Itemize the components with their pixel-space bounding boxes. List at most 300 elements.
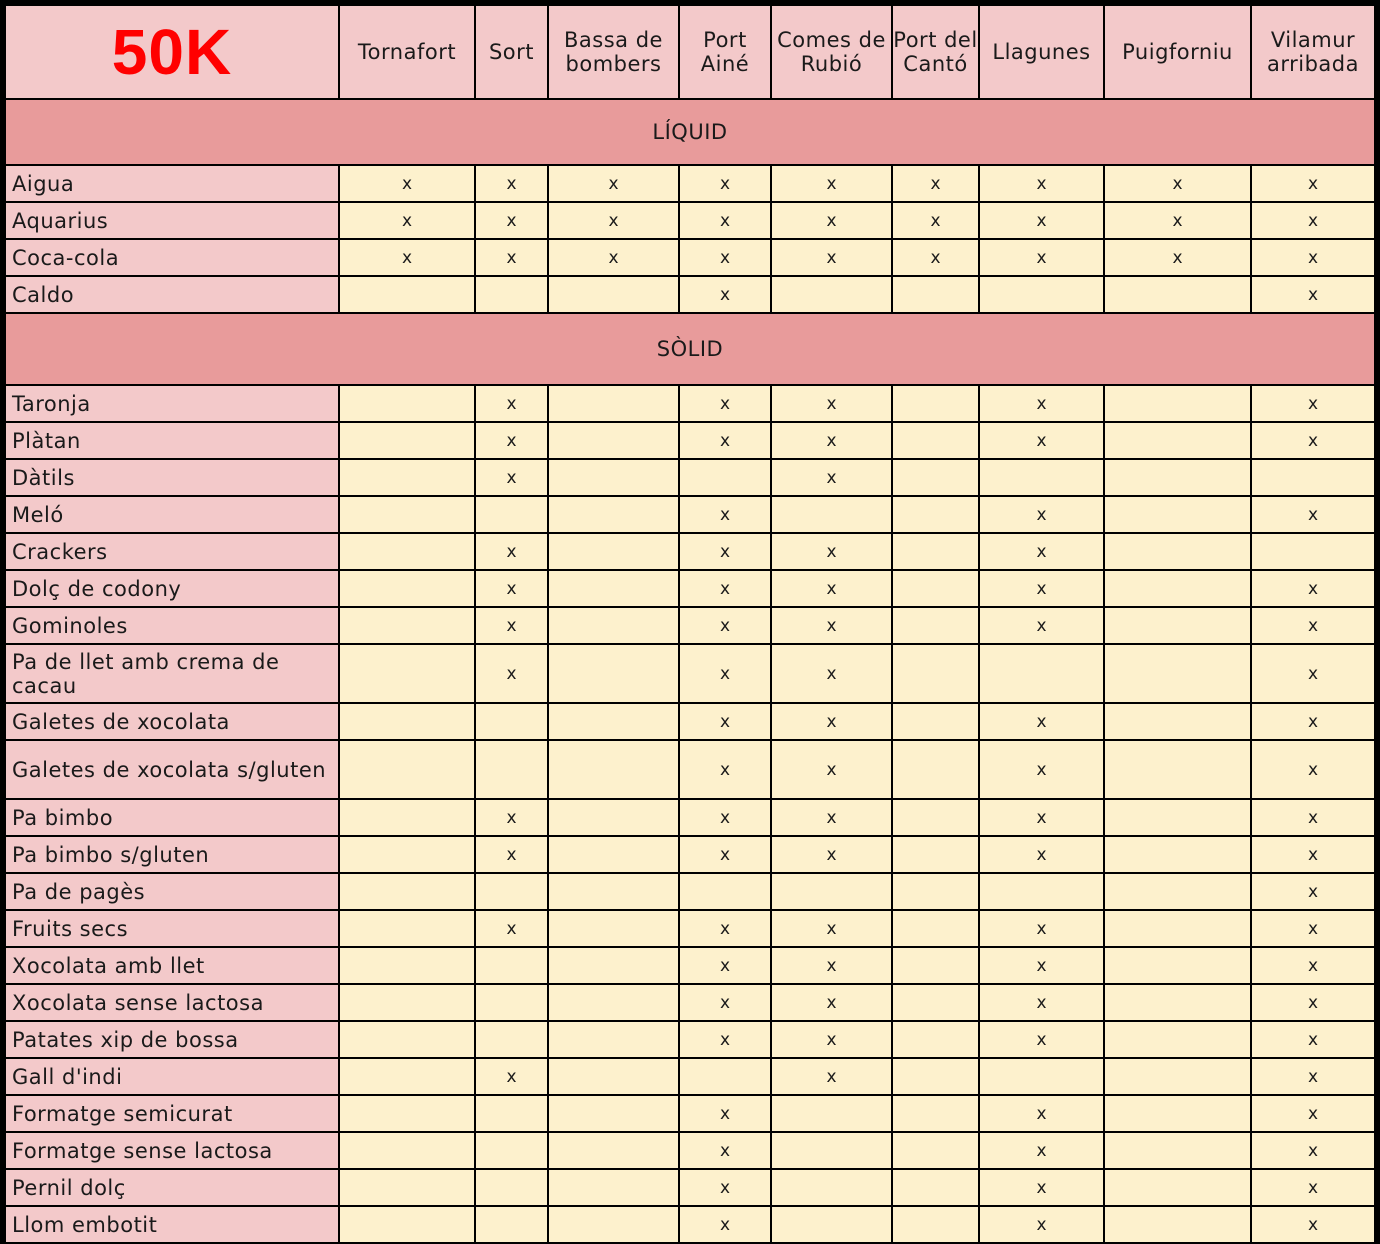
empty-cell xyxy=(892,1058,979,1095)
availability-mark: x xyxy=(1251,1058,1375,1095)
availability-mark: x xyxy=(1251,644,1375,703)
item-label: Gominoles xyxy=(5,607,339,644)
availability-mark: x xyxy=(979,239,1104,276)
empty-cell xyxy=(339,1058,475,1095)
supplies-table xyxy=(4,4,1376,1244)
availability-mark: x xyxy=(679,276,771,313)
availability-mark: x xyxy=(892,202,979,239)
section-header: LÍQUID xyxy=(5,99,1375,165)
availability-mark: x xyxy=(475,165,548,202)
empty-cell xyxy=(892,947,979,984)
empty-cell xyxy=(1104,644,1251,703)
empty-cell xyxy=(892,799,979,836)
availability-mark: x xyxy=(679,202,771,239)
empty-cell xyxy=(771,1206,892,1243)
empty-cell xyxy=(339,644,475,703)
availability-mark: x xyxy=(679,1095,771,1132)
availability-mark: x xyxy=(1251,947,1375,984)
empty-cell xyxy=(979,459,1104,496)
availability-mark: x xyxy=(979,799,1104,836)
empty-cell xyxy=(339,385,475,422)
table-row xyxy=(5,1169,1375,1206)
empty-cell xyxy=(339,533,475,570)
empty-cell xyxy=(475,947,548,984)
empty-cell xyxy=(771,1132,892,1169)
empty-cell xyxy=(339,740,475,799)
empty-cell xyxy=(339,276,475,313)
availability-mark: x xyxy=(1251,165,1375,202)
empty-cell xyxy=(1104,799,1251,836)
empty-cell xyxy=(339,1132,475,1169)
availability-mark: x xyxy=(475,239,548,276)
availability-mark: x xyxy=(979,1021,1104,1058)
empty-cell xyxy=(771,873,892,910)
empty-cell xyxy=(1104,276,1251,313)
empty-cell xyxy=(475,1095,548,1132)
availability-mark: x xyxy=(475,570,548,607)
empty-cell xyxy=(548,422,679,459)
availability-mark: x xyxy=(771,644,892,703)
empty-cell xyxy=(1104,873,1251,910)
availability-mark: x xyxy=(979,165,1104,202)
empty-cell xyxy=(892,1169,979,1206)
item-label: Galetes de xocolata xyxy=(5,703,339,740)
availability-mark: x xyxy=(771,910,892,947)
availability-mark: x xyxy=(979,607,1104,644)
empty-cell xyxy=(475,740,548,799)
empty-cell xyxy=(1104,910,1251,947)
empty-cell xyxy=(475,984,548,1021)
availability-mark: x xyxy=(679,607,771,644)
availability-mark: x xyxy=(1251,422,1375,459)
empty-cell xyxy=(339,607,475,644)
empty-cell xyxy=(892,459,979,496)
availability-mark: x xyxy=(771,165,892,202)
empty-cell xyxy=(548,836,679,873)
empty-cell xyxy=(475,496,548,533)
item-label: Pa de pagès xyxy=(5,873,339,910)
availability-mark: x xyxy=(475,910,548,947)
availability-mark: x xyxy=(1251,703,1375,740)
item-label: Crackers xyxy=(5,533,339,570)
availability-mark: x xyxy=(679,385,771,422)
empty-cell xyxy=(679,1058,771,1095)
empty-cell xyxy=(548,1021,679,1058)
empty-cell xyxy=(1104,1169,1251,1206)
empty-cell xyxy=(339,1095,475,1132)
empty-cell xyxy=(1104,570,1251,607)
empty-cell xyxy=(339,422,475,459)
empty-cell xyxy=(339,799,475,836)
availability-mark: x xyxy=(771,459,892,496)
availability-mark: x xyxy=(1251,607,1375,644)
availability-mark: x xyxy=(979,910,1104,947)
availability-mark: x xyxy=(771,422,892,459)
availability-mark: x xyxy=(679,799,771,836)
empty-cell xyxy=(1104,533,1251,570)
empty-cell xyxy=(1104,1095,1251,1132)
availability-mark: x xyxy=(892,239,979,276)
availability-mark: x xyxy=(979,947,1104,984)
availability-mark: x xyxy=(979,1169,1104,1206)
empty-cell xyxy=(1104,607,1251,644)
empty-cell xyxy=(339,1206,475,1243)
empty-cell xyxy=(548,644,679,703)
availability-mark: x xyxy=(475,385,548,422)
empty-cell xyxy=(771,1095,892,1132)
table-row xyxy=(5,570,1375,607)
availability-mark: x xyxy=(679,570,771,607)
availability-mark: x xyxy=(679,533,771,570)
empty-cell xyxy=(548,799,679,836)
item-label: Pa bimbo s/gluten xyxy=(5,836,339,873)
availability-mark: x xyxy=(475,1058,548,1095)
table-body xyxy=(5,99,1375,1243)
empty-cell xyxy=(475,703,548,740)
empty-cell xyxy=(771,276,892,313)
empty-cell xyxy=(771,1169,892,1206)
empty-cell xyxy=(339,947,475,984)
item-label: Llom embotit xyxy=(5,1206,339,1243)
empty-cell xyxy=(339,703,475,740)
availability-mark: x xyxy=(979,496,1104,533)
empty-cell xyxy=(475,1169,548,1206)
item-label: Caldo xyxy=(5,276,339,313)
empty-cell xyxy=(892,533,979,570)
availability-mark: x xyxy=(771,202,892,239)
table-row xyxy=(5,1021,1375,1058)
table-row xyxy=(5,165,1375,202)
empty-cell xyxy=(892,496,979,533)
column-header: Sort xyxy=(475,5,548,99)
availability-mark: x xyxy=(1251,984,1375,1021)
availability-mark: x xyxy=(548,239,679,276)
column-header: Llagunes xyxy=(979,5,1104,99)
item-label: Patates xip de bossa xyxy=(5,1021,339,1058)
empty-cell xyxy=(548,1132,679,1169)
column-header: Comes de Rubió xyxy=(771,5,892,99)
table-row xyxy=(5,1058,1375,1095)
availability-mark: x xyxy=(475,644,548,703)
table-row xyxy=(5,873,1375,910)
availability-mark: x xyxy=(979,1206,1104,1243)
availability-mark: x xyxy=(771,570,892,607)
empty-cell xyxy=(892,984,979,1021)
table-row xyxy=(5,740,1375,799)
table-row xyxy=(5,496,1375,533)
empty-cell xyxy=(548,1206,679,1243)
availability-mark: x xyxy=(679,239,771,276)
section-row xyxy=(5,313,1375,385)
empty-cell xyxy=(771,496,892,533)
availability-mark: x xyxy=(1251,385,1375,422)
availability-mark: x xyxy=(771,1058,892,1095)
table-row xyxy=(5,385,1375,422)
empty-cell xyxy=(475,276,548,313)
column-header: Port Ainé xyxy=(679,5,771,99)
item-label: Dàtils xyxy=(5,459,339,496)
empty-cell xyxy=(339,984,475,1021)
empty-cell xyxy=(892,1021,979,1058)
empty-cell xyxy=(1104,703,1251,740)
empty-cell xyxy=(475,1021,548,1058)
availability-mark: x xyxy=(679,947,771,984)
empty-cell xyxy=(1104,740,1251,799)
empty-cell xyxy=(339,570,475,607)
availability-mark: x xyxy=(1104,202,1251,239)
availability-mark: x xyxy=(1251,910,1375,947)
item-label: Meló xyxy=(5,496,339,533)
item-label: Aigua xyxy=(5,165,339,202)
empty-cell xyxy=(892,644,979,703)
empty-cell xyxy=(892,570,979,607)
table-row xyxy=(5,836,1375,873)
empty-cell xyxy=(339,910,475,947)
table-row xyxy=(5,910,1375,947)
availability-mark: x xyxy=(771,740,892,799)
empty-cell xyxy=(892,385,979,422)
availability-mark: x xyxy=(979,385,1104,422)
empty-cell xyxy=(475,873,548,910)
empty-cell xyxy=(548,570,679,607)
item-label: Dolç de codony xyxy=(5,570,339,607)
empty-cell xyxy=(1104,836,1251,873)
table-row xyxy=(5,607,1375,644)
empty-cell xyxy=(548,947,679,984)
column-header: Tornafort xyxy=(339,5,475,99)
table-row xyxy=(5,703,1375,740)
empty-cell xyxy=(339,1021,475,1058)
empty-cell xyxy=(892,1095,979,1132)
availability-mark: x xyxy=(1251,1206,1375,1243)
race-title xyxy=(5,5,339,99)
item-label: Pa de llet amb crema de cacau xyxy=(5,644,339,703)
availability-mark: x xyxy=(771,239,892,276)
availability-mark: x xyxy=(979,533,1104,570)
empty-cell xyxy=(548,1169,679,1206)
availability-mark: x xyxy=(771,703,892,740)
availability-mark: x xyxy=(475,459,548,496)
empty-cell xyxy=(548,496,679,533)
empty-cell xyxy=(548,984,679,1021)
availability-mark: x xyxy=(475,422,548,459)
empty-cell xyxy=(1251,533,1375,570)
item-label: Xocolata amb llet xyxy=(5,947,339,984)
table-row xyxy=(5,422,1375,459)
item-label: Xocolata sense lactosa xyxy=(5,984,339,1021)
column-header: Vilamur arribada xyxy=(1251,5,1375,99)
table-row xyxy=(5,239,1375,276)
availability-mark: x xyxy=(979,202,1104,239)
availability-mark: x xyxy=(339,239,475,276)
empty-cell xyxy=(548,276,679,313)
availability-mark: x xyxy=(679,496,771,533)
availability-mark: x xyxy=(475,607,548,644)
empty-cell xyxy=(1251,459,1375,496)
availability-mark: x xyxy=(475,836,548,873)
availability-mark: x xyxy=(339,202,475,239)
availability-mark: x xyxy=(771,385,892,422)
empty-cell xyxy=(892,276,979,313)
empty-cell xyxy=(475,1206,548,1243)
empty-cell xyxy=(892,873,979,910)
empty-cell xyxy=(339,459,475,496)
empty-cell xyxy=(548,1058,679,1095)
availability-mark: x xyxy=(548,165,679,202)
empty-cell xyxy=(979,1058,1104,1095)
item-label: Formatge semicurat xyxy=(5,1095,339,1132)
table-row xyxy=(5,533,1375,570)
availability-mark: x xyxy=(979,984,1104,1021)
column-header: Puigforniu xyxy=(1104,5,1251,99)
header-row xyxy=(5,5,1375,99)
empty-cell xyxy=(548,533,679,570)
empty-cell xyxy=(892,703,979,740)
empty-cell xyxy=(1104,947,1251,984)
empty-cell xyxy=(339,836,475,873)
empty-cell xyxy=(679,873,771,910)
availability-mark: x xyxy=(679,165,771,202)
table-row xyxy=(5,644,1375,703)
availability-mark: x xyxy=(679,836,771,873)
empty-cell xyxy=(979,873,1104,910)
empty-cell xyxy=(548,607,679,644)
availability-mark: x xyxy=(979,1095,1104,1132)
availability-mark: x xyxy=(679,1206,771,1243)
availability-mark: x xyxy=(1251,570,1375,607)
availability-mark: x xyxy=(1251,1169,1375,1206)
empty-cell xyxy=(892,1132,979,1169)
availability-mark: x xyxy=(1251,1132,1375,1169)
empty-cell xyxy=(1104,1206,1251,1243)
availability-mark: x xyxy=(1251,276,1375,313)
empty-cell xyxy=(339,1169,475,1206)
empty-cell xyxy=(892,422,979,459)
empty-cell xyxy=(892,740,979,799)
availability-mark: x xyxy=(1104,165,1251,202)
table-row xyxy=(5,799,1375,836)
section-row xyxy=(5,99,1375,165)
empty-cell xyxy=(339,873,475,910)
item-label: Taronja xyxy=(5,385,339,422)
availability-mark: x xyxy=(339,165,475,202)
availability-mark: x xyxy=(979,422,1104,459)
empty-cell xyxy=(339,496,475,533)
availability-mark: x xyxy=(892,165,979,202)
availability-mark: x xyxy=(979,836,1104,873)
column-header: Port del Cantó xyxy=(892,5,979,99)
table-row xyxy=(5,947,1375,984)
empty-cell xyxy=(1104,459,1251,496)
availability-mark: x xyxy=(679,1132,771,1169)
race-title-text: 50K xyxy=(111,16,233,88)
availability-mark: x xyxy=(1251,873,1375,910)
availability-mark: x xyxy=(475,799,548,836)
item-label: Gall d'indi xyxy=(5,1058,339,1095)
empty-cell xyxy=(548,910,679,947)
empty-cell xyxy=(1104,1021,1251,1058)
empty-cell xyxy=(548,385,679,422)
empty-cell xyxy=(1104,422,1251,459)
empty-cell xyxy=(548,1095,679,1132)
empty-cell xyxy=(979,644,1104,703)
availability-mark: x xyxy=(1251,740,1375,799)
empty-cell xyxy=(892,1206,979,1243)
empty-cell xyxy=(1104,496,1251,533)
availability-mark: x xyxy=(679,644,771,703)
availability-mark: x xyxy=(1104,239,1251,276)
section-header: SÒLID xyxy=(5,313,1375,385)
empty-cell xyxy=(1104,1132,1251,1169)
availability-mark: x xyxy=(679,984,771,1021)
empty-cell xyxy=(548,740,679,799)
availability-mark: x xyxy=(548,202,679,239)
empty-cell xyxy=(979,276,1104,313)
availability-mark: x xyxy=(1251,836,1375,873)
availability-mark: x xyxy=(679,422,771,459)
empty-cell xyxy=(548,703,679,740)
table-row xyxy=(5,1132,1375,1169)
availability-mark: x xyxy=(771,799,892,836)
availability-mark: x xyxy=(979,1132,1104,1169)
empty-cell xyxy=(475,1132,548,1169)
table-row xyxy=(5,1095,1375,1132)
availability-mark: x xyxy=(771,533,892,570)
empty-cell xyxy=(1104,1058,1251,1095)
empty-cell xyxy=(892,607,979,644)
item-label: Coca-cola xyxy=(5,239,339,276)
availability-mark: x xyxy=(679,910,771,947)
table-row xyxy=(5,459,1375,496)
availability-mark: x xyxy=(1251,1021,1375,1058)
table-row xyxy=(5,276,1375,313)
column-header: Bassa de bombers xyxy=(548,5,679,99)
item-label: Formatge sense lactosa xyxy=(5,1132,339,1169)
empty-cell xyxy=(892,910,979,947)
table-row xyxy=(5,202,1375,239)
empty-cell xyxy=(892,836,979,873)
availability-mark: x xyxy=(979,740,1104,799)
item-label: Galetes de xocolata s/gluten xyxy=(5,740,339,799)
table-row xyxy=(5,984,1375,1021)
empty-cell xyxy=(679,459,771,496)
availability-mark: x xyxy=(475,533,548,570)
item-label: Pernil dolç xyxy=(5,1169,339,1206)
availability-mark: x xyxy=(771,1021,892,1058)
empty-cell xyxy=(548,459,679,496)
item-label: Pa bimbo xyxy=(5,799,339,836)
availability-mark: x xyxy=(771,607,892,644)
availability-mark: x xyxy=(1251,1095,1375,1132)
empty-cell xyxy=(1104,984,1251,1021)
availability-mark: x xyxy=(771,836,892,873)
availability-mark: x xyxy=(1251,239,1375,276)
availability-mark: x xyxy=(679,703,771,740)
availability-mark: x xyxy=(979,703,1104,740)
empty-cell xyxy=(1104,385,1251,422)
item-label: Aquarius xyxy=(5,202,339,239)
availability-mark: x xyxy=(679,1169,771,1206)
empty-cell xyxy=(548,873,679,910)
availability-mark: x xyxy=(1251,799,1375,836)
availability-mark: x xyxy=(1251,496,1375,533)
item-label: Fruits secs xyxy=(5,910,339,947)
availability-mark: x xyxy=(679,740,771,799)
availability-mark: x xyxy=(771,947,892,984)
availability-mark: x xyxy=(679,1021,771,1058)
item-label: Plàtan xyxy=(5,422,339,459)
availability-mark: x xyxy=(475,202,548,239)
